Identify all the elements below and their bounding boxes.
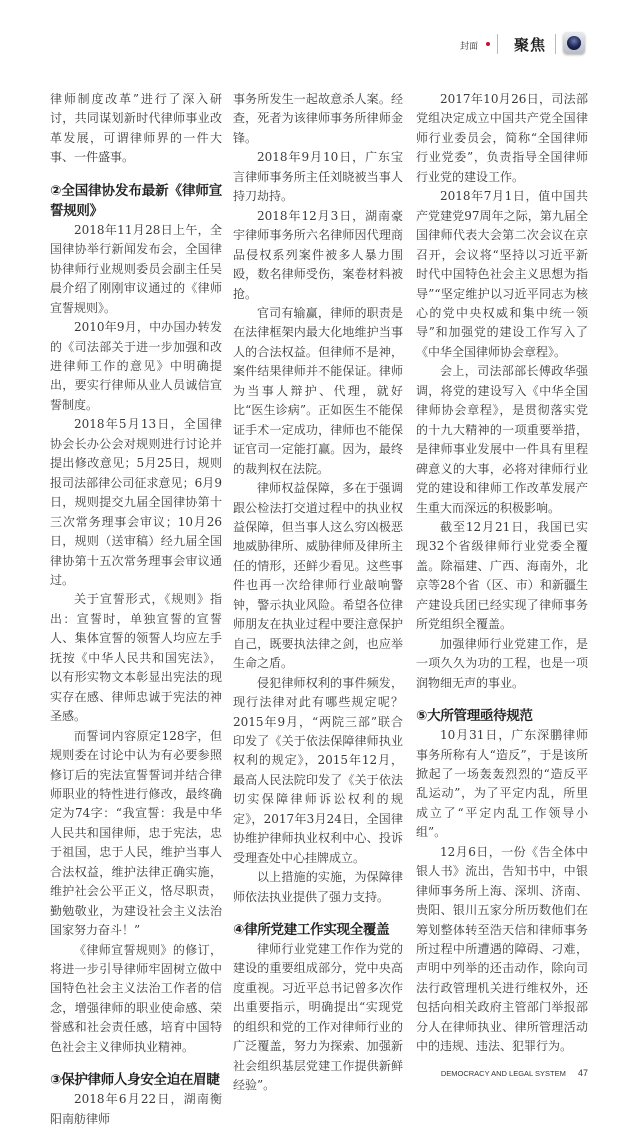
paragraph: 官司有输赢，律师的职责是在法律框架内最大化地维护当事人的合法权益。但律师不是神，案件结果律师并不能保证。律师为当事人辩护、代理，就好比“医生诊病”。正如医生不能保证手术一定成功，律师也不能保证官司一定能打赢。因为，最终的裁判权在法院。 <box>233 305 403 476</box>
paragraph: 2010年9月，中办国办转发的《司法部关于进一步加强和改进律师工作的意见》中明确提出，要实行律师从业人员诚信宣誓制度。 <box>50 320 222 412</box>
header-divider <box>497 34 498 54</box>
red-dot-icon <box>486 42 490 46</box>
paragraph: 12月6日，一份《告全体中银人书》流出，告知书中，中银律师事务所上海、深圳、济南、贵阳、银川五家分所历数他们在筹划整体转至浩天信和律师事务所过程中所遭遇的障碍、刁难，声明中列举的还击动作，除向司法行政管理机关进行维权外，还包括向相关政府主管部门举报部分人在律师执业、律所管理活动中的违规、违法、犯罪行为。 <box>416 844 588 1054</box>
page-footer <box>416 1067 588 1080</box>
paragraph: 关于宣誓形式，《规则》指出：宣誓时，单独宣誓的宣誓人、集体宣誓的领誓人均应左手抚按《中华人民共和国宪法》，以有形实物文本彰显出宪法的现实存在感、律师忠诚于宪法的神圣感。 <box>50 592 222 724</box>
paragraph: 2018年12月3日，湖南豪宇律师事务所六名律师因代理商品侵权系列案件被多人暴力围殴，数名律师受伤，案卷材料被抢。 <box>233 208 403 301</box>
paragraph: 侵犯律师权利的事件频发，现行法律对此有哪些规定呢？2015年9月，“两院三部”联合印发了《关于依法保障律师执业权利的规定》，2015年12月，最高人民法院印发了《关于依法切实保障律师诉讼权利的规定》，2017年3月24日，全国律协维护律师执业权利中心、投诉受理查处中心挂牌成立。 <box>233 675 403 865</box>
paragraph: 10月31日，广东深鹏律师事务所称有人“造反”，于是该所掀起了一场轰轰烈烈的“造反平乱运动”，为了平定内乱，所里成立了“平定内乱工作领导小组”。 <box>416 728 588 840</box>
paragraph: 而誓词内容原定128字，但规则委在讨论中认为有必要参照修订后的宪法宣誓誓词并结合律师职业的特性进行修改，最终确定为74字：“我宣誓：我是中华人民共和国律师，忠于宪法，忠于祖国，忠于人民，维护当事人合法权益，维护法律正确实施，维护社会公平正义，恪尽职责，勤勉敬业，为建设社会主义法治国家努力奋斗！” <box>50 728 222 938</box>
header-divider <box>555 34 556 54</box>
section-heading: ⑤大所管理亟待规范 <box>416 708 533 725</box>
section-heading: ④律所党建工作实现全覆盖 <box>233 922 390 939</box>
paragraph: 截至12月21日，我国已实现32个省级律师行业党委全覆盖。除福建、广西、海南外，北京等28个省（区、市）和新疆生产建设兵团已经实现了律师事务所党组织全覆盖。 <box>416 519 588 632</box>
page-number: 47 <box>577 1067 588 1078</box>
paragraph: 会上，司法部部长傅政华强调，将党的建设写入《中华全国律师协会章程》，是贯彻落实党的十九大精神的一项重要举措，是律师事业发展中一件具有里程碑意义的大事，必将对律师行业党的建设和律师工作改革发展产生重大而深远的积极影响。 <box>416 364 588 515</box>
paragraph: 事务所发生一起故意杀人案。经查，死者为该律师事务所律师金锋。 <box>233 92 403 145</box>
paragraph: 律师行业党建工作作为党的建设的重要组成部分，党中央高度重视。习近平总书记曾多次作出重要指示，明确提出“实现党的组织和党的工作对律师行业的广泛覆盖，努力为探索、加强新社会组织基层党建工作提供新鲜经验”。 <box>233 942 403 1093</box>
paragraph: 以上措施的实施，为保障律师依法执业提供了强力支持。 <box>233 870 403 904</box>
magazine-logo-icon <box>563 32 585 54</box>
cover-label: 封面 <box>460 42 479 52</box>
section-title: 聚焦 <box>514 36 547 54</box>
paragraph: 《律师宣誓规则》的修订，将进一步引导律师牢固树立做中国特色社会主义法治工作者的信念，增强律师的职业使命感、荣誉感和社会责任感，培育中国特色社会主义律师执业精神。 <box>50 942 222 1054</box>
paragraph: 律师制度改革”进行了深入研讨，共同谋划新时代律师事业改革发展，可谓律师界的一件大事、一件盛事。 <box>50 92 222 165</box>
article-column-left <box>50 90 222 1129</box>
paragraph: 加强律师行业党建工作，是一项久久为功的工程，也是一项润物细无声的事业。 <box>416 636 588 690</box>
paragraph: 2018年5月13日，全国律协会长办公会对规则进行讨论并提出修改意见；5月25日，规则报司法部律公司征求意见；6月9日，规则提交九届全国律协第十三次常务理事会审议；10月26日，规则（送审稿）经九届全国律协第十五次常务理事会审议通过。 <box>50 417 222 587</box>
article-column-right <box>416 90 588 1080</box>
paragraph: 2018年6月22日，湖南衡阳南舫律师 <box>50 1092 222 1126</box>
publication-name: DEMOCRACY AND LEGAL SYSTEM <box>440 1068 566 1078</box>
section-heading: ②全国律协发布最新《律师宣誓规则》 <box>50 182 222 219</box>
paragraph: 律师权益保障，多在于强调跟公检法打交道过程中的执业权益保障，但当事人这么穷凶极恶地威胁律所、威胁律师及律所主任的情形，还鲜少看见。这些事件也再一次给律师行业敲响警钟，警示执业风险。希望各位律师朋友在执业过程中要注意保护自己，既要执法律之剑，也应举生命之盾。 <box>233 481 403 671</box>
paragraph: 2018年7月1日，值中国共产党建党97周年之际，第九届全国律师代表大会第二次会议在京召开，会议将“坚持以习近平新时代中国特色社会主义思想为指导”“坚定维护以习近平同志为核心的党中央权威和集中统一领导”和加强党的建设工作写入了《中华全国律师协会章程》。 <box>416 189 588 359</box>
paragraph: 2018年11月28日上午，全国律协举行新闻发布会，全国律协律师行业规则委员会副主任吴晨介绍了刚刚审议通过的《律师宣誓规则》。 <box>50 222 222 315</box>
paragraph: 2018年9月10日，广东宝言律师事务所主任刘晓被当事人持刀劫持。 <box>233 150 403 204</box>
section-heading: ③保护律师人身安全迫在眉睫 <box>50 1072 220 1089</box>
article-column-middle <box>233 90 403 1096</box>
paragraph: 2017年10月26日，司法部党组决定成立中国共产党全国律师行业委员会，简称“全国律师行业党委”，负责指导全国律师行业党的建设工作。 <box>416 92 588 184</box>
